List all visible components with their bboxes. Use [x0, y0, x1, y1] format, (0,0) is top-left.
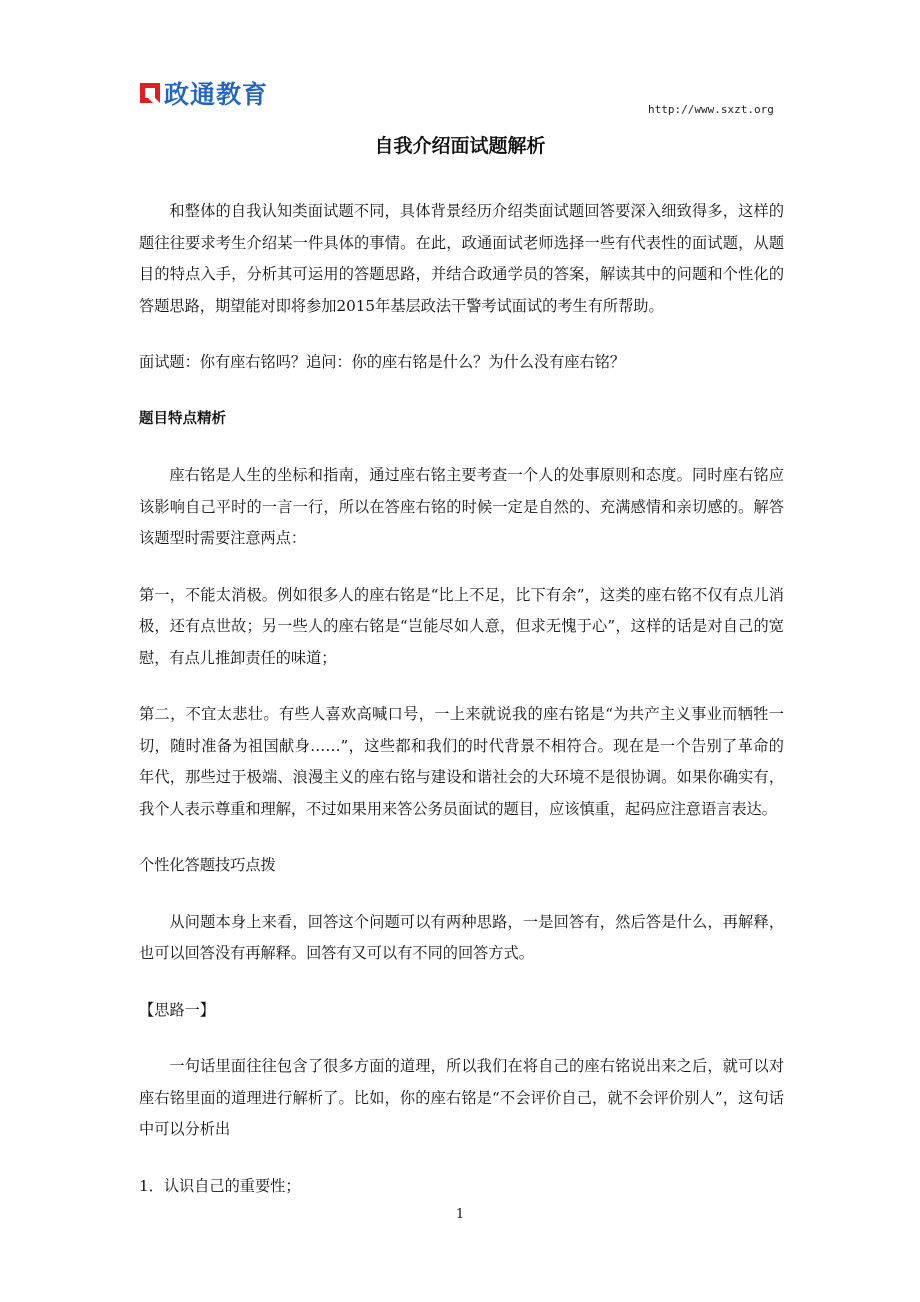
logo-text: 政通教育 [164, 80, 269, 109]
point-one-paragraph: 第一，不能太消极。例如很多人的座右铭是“比上不足，比下有余”，这类的座右铭不仅有点儿消极，还有点世故；另一些人的座右铭是“岂能尽如人意，但求无愧于心”，这样的话是对自己的宽慰，有点儿推卸责任的味道； [139, 585, 784, 667]
section-heading-tips: 个性化答题技巧点拨 [139, 856, 276, 874]
features-paragraph: 座右铭是人生的坐标和指南，通过座右铭主要考查一个人的处事原则和态度。同时座右铭应该影响自己平时的一言一行，所以在答座右铭的时候一定是自然的、充满感情和亲切感的。解答该题型时需要注意两点： [139, 466, 784, 547]
document-body [139, 196, 784, 1227]
page-number: 1 [455, 1207, 465, 1222]
question-paragraph: 面试题：你有座右铭吗？追问：你的座右铭是什么？为什么没有座右铭？ [139, 353, 625, 371]
tips-paragraph: 从问题本身上来看，回答这个问题可以有两种思路，一是回答有，然后答是什么，再解释，也可以回答没有再解释。回答有又可以有不同的回答方式。 [139, 912, 784, 962]
intro-paragraph: 和整体的自我认知类面试题不同，具体背景经历介绍类面试题回答要深入细致得多，这样的题往往要求考生介绍某一件具体的事情。在此，政通面试老师选择一些有代表性的面试题，从题目的特点入手，分析其可运用的答题思路，并结合政通学员的答案，解读其中的问题和个性化的答题思路，期望能对即将参加2015年基层政法干警考试面试的考生有所帮助。 [139, 202, 784, 315]
list-item: 1．认识自己的重要性； [139, 1176, 301, 1195]
point-two-paragraph: 第二，不宜太悲壮。有些人喜欢高喊口号，一上来就说我的座右铭是“为共产主义事业而牺牲一切，随时准备为祖国献身……”，这些都和我们的时代背景不相符合。现在是一个告别了革命的年代，那些过于极端、浪漫主义的座右铭与建设和谐社会的大环境不是很协调。如果你确实有，我个人表示尊重和理解，不过如果用来答公务员面试的题目，应该慎重，起码应注意语言表达。 [139, 705, 784, 818]
site-url[interactable]: http://www.sxzt.org [648, 103, 774, 116]
logo-mark-icon [139, 82, 161, 104]
idea-one-paragraph: 一句话里面往往包含了很多方面的道理，所以我们在将自己的座右铭说出来之后，就可以对座右铭里面的道理进行解析了。比如，你的座右铭是“不会评价自己，就不会评价别人”，这句话中可以分析出 [139, 1057, 784, 1138]
page-title: 自我介绍面试题解析 [374, 135, 546, 157]
logo [139, 76, 268, 110]
idea-one-heading: 【思路一】 [139, 1000, 215, 1019]
section-heading-features: 题目特点精析 [139, 410, 226, 427]
